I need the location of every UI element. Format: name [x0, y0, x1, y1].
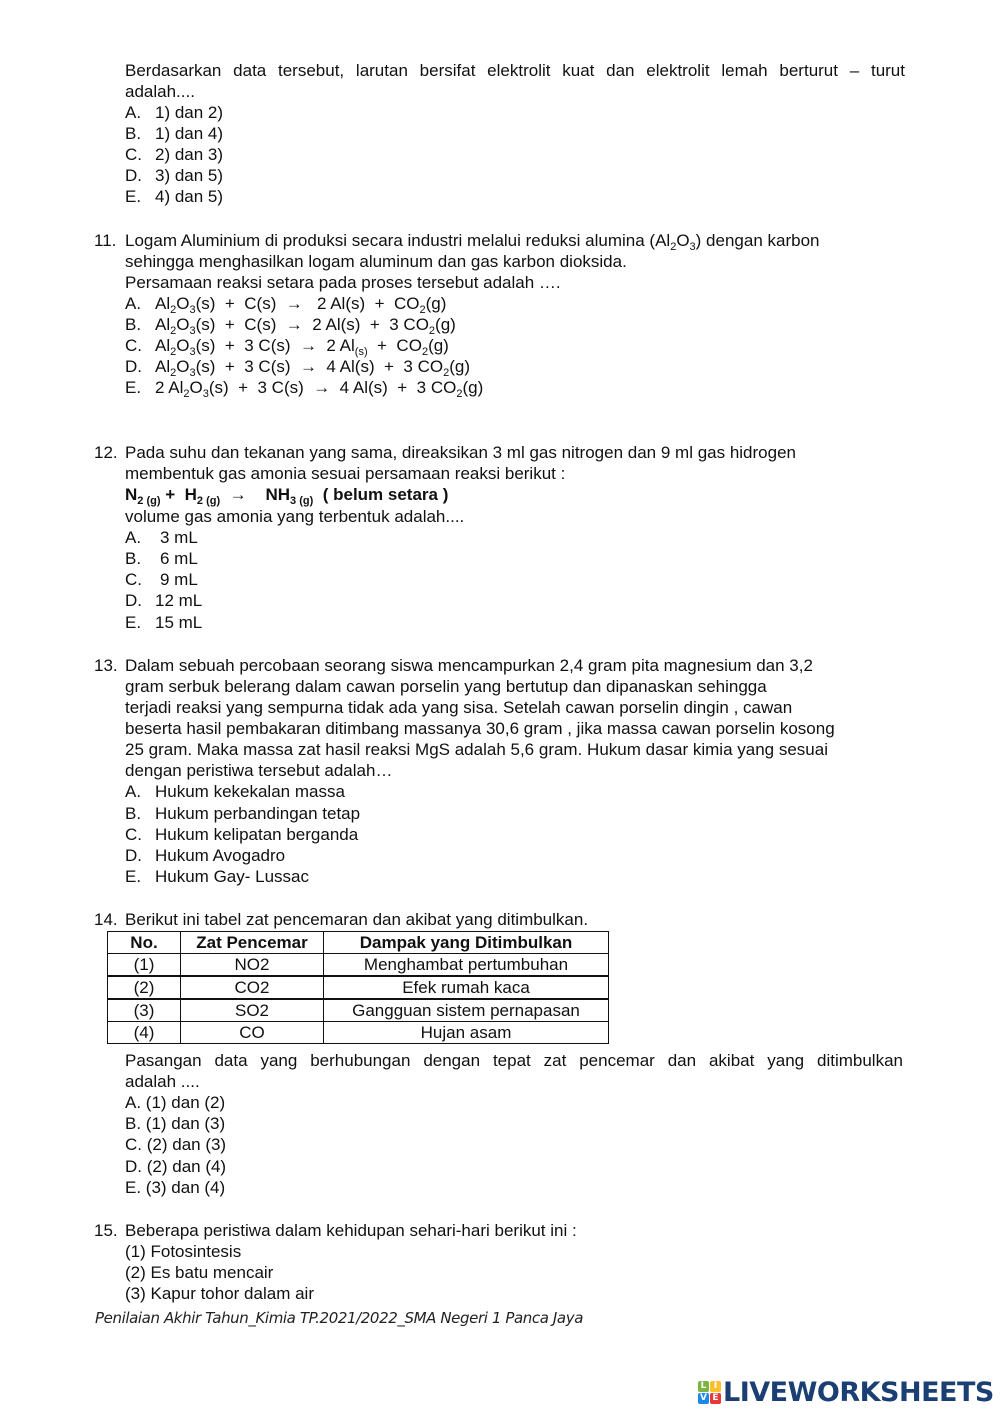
table-row: [108, 976, 609, 999]
q14-option-c[interactable]: C. (2) dan (3): [125, 1135, 227, 1154]
q13-option-b[interactable]: B. Hukum perbandingan tetap: [125, 804, 361, 823]
q14-option-d[interactable]: D. (2) dan (4): [125, 1157, 227, 1176]
q13-stem-line4: beserta hasil pembakaran ditimbang massanya 30,6 gram , jika massa cawan porselin kosong: [125, 719, 835, 738]
q12-option-e[interactable]: E. 15 mL: [125, 613, 203, 632]
equation: $Al_2O_3(s) + 3$ C(s) → 4 Al(s) + 3 $CO_2(g)$: [155, 357, 471, 379]
table-cell: Efek rumah kaca: [324, 976, 609, 999]
q10-option-b[interactable]: B. 1) dan 4): [125, 124, 224, 143]
q12-option-a[interactable]: A. 3 mL: [125, 528, 198, 547]
q12-option-d[interactable]: D. 12 mL: [125, 591, 203, 610]
q13-stem-line3: terjadi reaksi yang sempurna tidak ada yang sisa. Setelah cawan porselin dingin , cawan: [125, 698, 793, 717]
q12-stem-line3: volume gas amonia yang terbentuk adalah....: [125, 507, 465, 526]
q12-option-c[interactable]: C. 9 mL: [125, 570, 198, 589]
table-cell: (1): [108, 954, 181, 977]
q11-option-e[interactable]: E. 2 $Al_2O_3(s) + 3$ C(s) → 4 Al(s) + 3 $CO_2(g)$: [125, 378, 484, 400]
table-cell: (3): [108, 999, 181, 1022]
table-cell: (4): [108, 1022, 181, 1044]
q10-option-d[interactable]: D. 3) dan 5): [125, 166, 224, 185]
equation: $Al_2O_3(s) + C(s) \to 2$ Al(s) + 3 $CO_2(g)$: [155, 315, 456, 337]
live-blocks-icon: L I V E: [698, 1381, 721, 1404]
q15-stem: Beberapa peristiwa dalam kehidupan sehari-hari berikut ini :: [125, 1221, 577, 1240]
q14-number: 14.: [94, 910, 118, 929]
table-row: [108, 954, 609, 977]
q15-item-3: (3) Kapur tohor dalam air: [125, 1284, 314, 1303]
table-cell: CO: [181, 1022, 324, 1044]
q11-option-c[interactable]: C. $Al_2O_3(s) + 3$ C(s) → 2 $Al_{(s)} + CO_2(g)$: [125, 336, 449, 358]
table-header: Zat Pencemar: [181, 932, 324, 954]
table-row: [108, 1022, 609, 1044]
table-cell: Menghambat pertumbuhan: [324, 954, 609, 977]
table-cell: (2): [108, 976, 181, 999]
q13-option-c[interactable]: C. Hukum kelipatan berganda: [125, 825, 359, 844]
liveworksheets-logo[interactable]: [698, 1378, 994, 1406]
q10-option-e[interactable]: E. 4) dan 5): [125, 187, 224, 206]
q15-item-2: (2) Es batu mencair: [125, 1263, 274, 1282]
q11-number: 11.: [94, 231, 117, 250]
q10-stem-line2: adalah....: [125, 82, 195, 101]
q13-stem-line1: Dalam sebuah percobaan seorang siswa mencampurkan 2,4 gram pita magnesium dan 3,2: [125, 656, 813, 675]
page-footer: Penilaian Akhir Tahun_Kimia TP.2021/2022_SMA Negeri 1 Panca Jaya: [95, 1309, 583, 1327]
q12-number: 12.: [94, 443, 118, 462]
q11-stem-line3: Persamaan reaksi setara pada proses tersebut adalah ….: [125, 273, 561, 292]
q13-number: 13.: [94, 656, 118, 675]
q14-after-line1: Pasangan data yang berhubungan dengan tepat zat pencemar dan akibat yang ditimbulkan: [125, 1051, 903, 1070]
q14-option-a[interactable]: A. (1) dan (2): [125, 1093, 226, 1112]
q14-after-line2: adalah ....: [125, 1072, 200, 1091]
q13-option-d[interactable]: D. Hukum Avogadro: [125, 846, 286, 865]
equation: $Al_2O_3(s) + C(s) \to 2$ $Al(s) + CO_2(g)$: [155, 294, 447, 316]
table-cell: CO2: [181, 976, 324, 999]
q11-stem-line2: sehingga menghasilkan logam aluminum dan gas karbon dioksida.: [125, 252, 627, 271]
q13-option-a[interactable]: A. Hukum kekekalan massa: [125, 782, 345, 801]
q12-stem-line1: Pada suhu dan tekanan yang sama, direaksikan 3 ml gas nitrogen dan 9 ml gas hidrogen: [125, 443, 796, 462]
q10-stem-line1: Berdasarkan data tersebut, larutan bersifat elektrolit kuat dan elektrolit lemah berturut – turut: [125, 61, 905, 80]
q15-item-1: (1) Fotosintesis: [125, 1242, 242, 1261]
table-header-row: [108, 932, 609, 954]
q11-option-d[interactable]: D. $Al_2O_3(s) + 3$ C(s) → 4 Al(s) + 3 $CO_2(g)$: [125, 357, 471, 379]
equation: $Al_2O_3(s) + 3$ C(s) → 2 $Al_{(s)} + CO_2(g)$: [155, 336, 449, 358]
pollutant-table: [107, 931, 609, 1044]
table-cell: NO2: [181, 954, 324, 977]
q10-option-c[interactable]: C. 2) dan 3): [125, 145, 224, 164]
q11-stem-line1: Logam Aluminium di produksi secara industri melalui reduksi alumina $(Al_2O_3)$ dengan karbon: [125, 231, 820, 253]
q13-option-e[interactable]: E. Hukum Gay- Lussac: [125, 867, 309, 886]
q12-stem-line2: membentuk gas amonia sesuai persamaan reaksi berikut :: [125, 464, 566, 483]
q11-option-b[interactable]: B. $Al_2O_3(s) + C(s) \to 2$ Al(s) + 3 $CO_2(g)$: [125, 315, 456, 337]
q14-option-b[interactable]: B. (1) dan (3): [125, 1114, 226, 1133]
q12-option-b[interactable]: B. 6 mL: [125, 549, 198, 568]
q14-stem: Berikut ini tabel zat pencemaran dan akibat yang ditimbulkan.: [125, 910, 589, 929]
table-header: No.: [108, 932, 181, 954]
table-row: [108, 999, 609, 1022]
q13-stem-line6: dengan peristiwa tersebut adalah…: [125, 761, 393, 780]
equation: 2 $Al_2O_3(s) + 3$ C(s) → 4 Al(s) + 3 $CO_2(g)$: [155, 378, 484, 400]
q15-number: 15.: [94, 1221, 118, 1240]
q11-option-a[interactable]: A. $Al_2O_3(s) + C(s) \to 2$ $Al(s) + CO_2(g)$: [125, 294, 447, 316]
q13-stem-line2: gram serbuk belerang dalam cawan porselin yang bertutup dan dipanaskan sehingga: [125, 677, 767, 696]
q12-equation: $N_{2 (g)} + H_{2 (g)}$ → $NH_{3 (g)}$ ( belum setara ): [125, 485, 449, 507]
table-cell: SO2: [181, 999, 324, 1022]
q13-stem-line5: 25 gram. Maka massa zat hasil reaksi MgS adalah 5,6 gram. Hukum dasar kimia yang sesuai: [125, 740, 828, 759]
q14-option-e[interactable]: E. (3) dan (4): [125, 1178, 226, 1197]
brand-name: LIVEWORKSHEETS: [723, 1376, 994, 1408]
q10-option-a[interactable]: A. 1) dan 2): [125, 103, 224, 122]
table-cell: Hujan asam: [324, 1022, 609, 1044]
table-cell: Gangguan sistem pernapasan: [324, 999, 609, 1022]
table-header: Dampak yang Ditimbulkan: [324, 932, 609, 954]
